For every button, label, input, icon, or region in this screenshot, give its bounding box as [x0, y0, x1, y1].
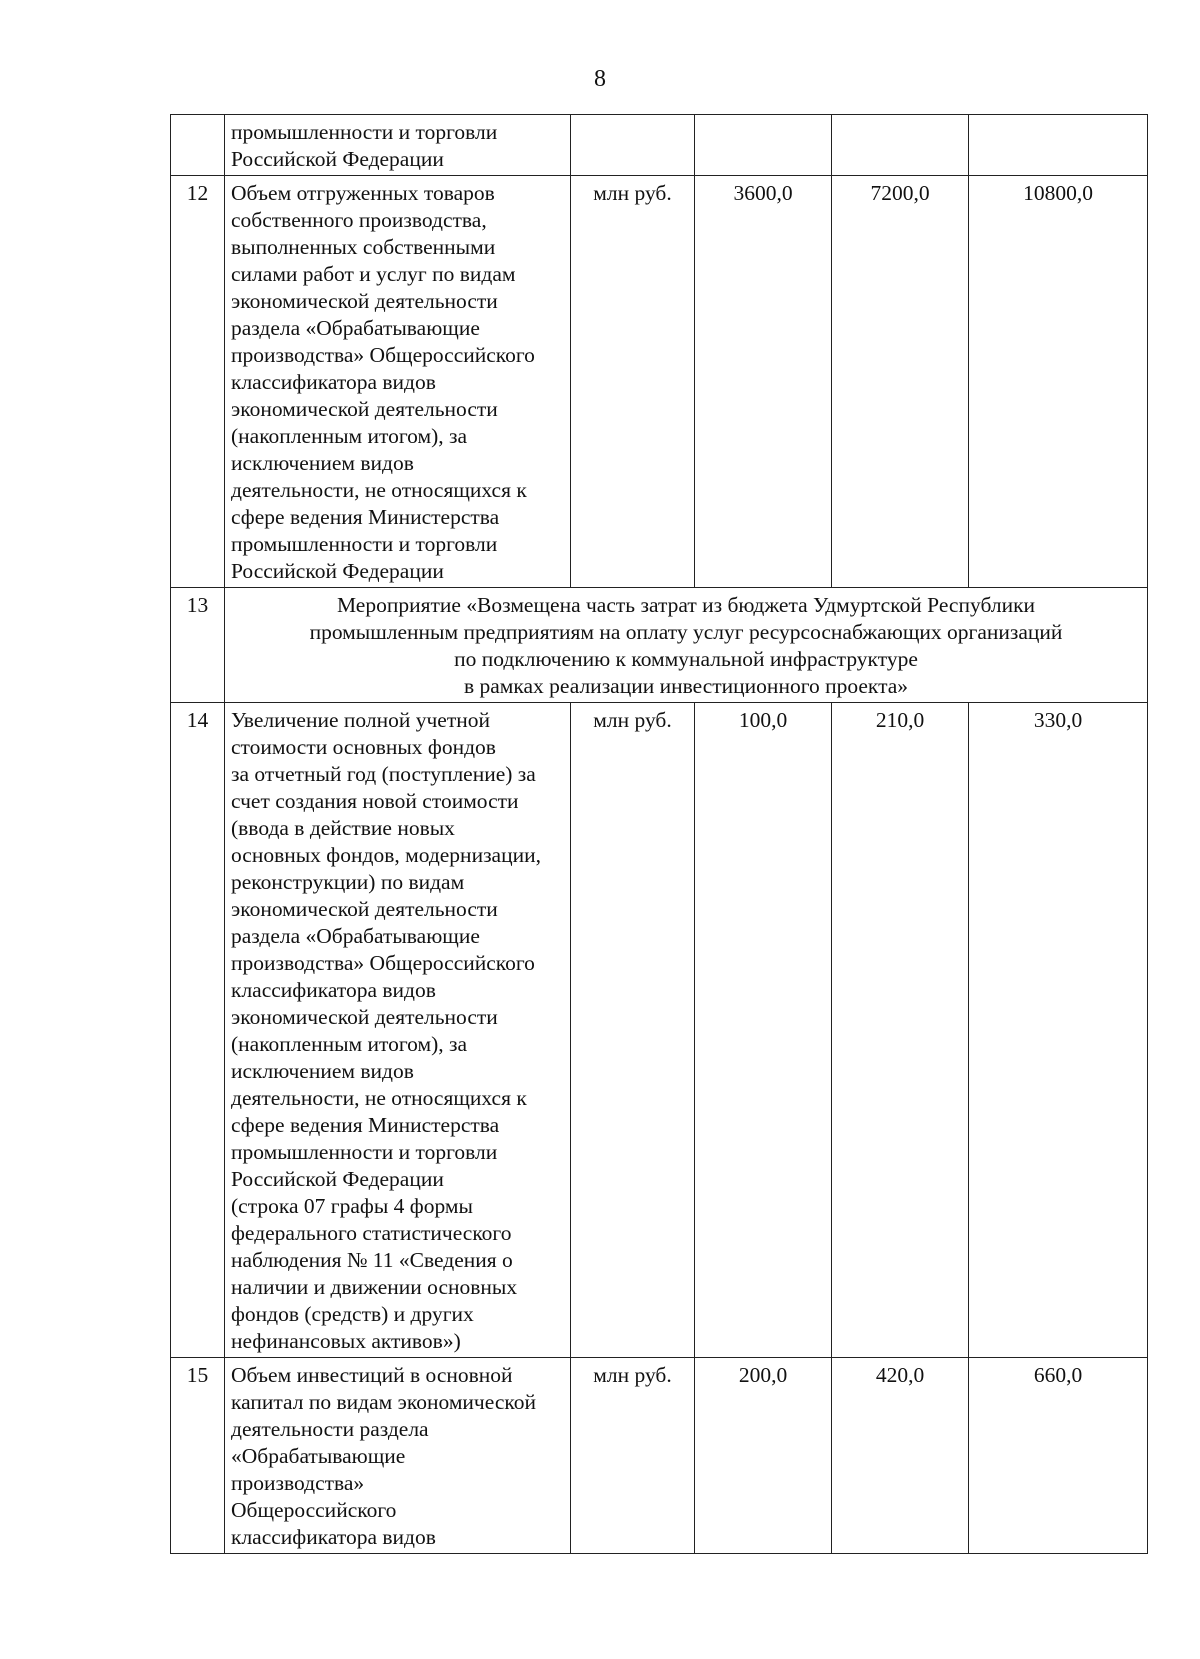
indicator-name-cell: [225, 176, 571, 588]
indicator-name-line: «Обрабатывающие: [231, 1444, 406, 1468]
indicator-name-line: стоимости основных фондов: [231, 735, 496, 759]
indicator-name-line: промышленности и торговли: [231, 120, 498, 144]
indicator-name-line: выполненных собственными: [231, 235, 496, 259]
activity-heading-line: в рамках реализации инвестиционного проекта»: [463, 674, 909, 698]
value-cell-2: 420,0: [832, 1358, 969, 1554]
indicator-name-line: классификатора видов: [231, 1525, 436, 1549]
page-number: 8: [594, 66, 606, 92]
indicator-name-line: экономической деятельности: [231, 397, 498, 421]
indicator-name-cell: [225, 115, 571, 176]
value-cell-1: 200,0: [695, 1358, 832, 1554]
indicator-name-line: Российской Федерации: [231, 559, 444, 583]
row-number-cell: [171, 115, 225, 176]
table-row: [171, 1358, 1148, 1554]
indicators-table: [170, 114, 1148, 1554]
indicator-name-line: экономической деятельности: [231, 1005, 498, 1029]
indicator-name-line: основных фондов, модернизации,: [231, 843, 541, 867]
indicator-name-line: собственного производства,: [231, 208, 487, 232]
value-cell-2: 210,0: [832, 703, 969, 1358]
row-number-cell: 14: [171, 703, 225, 1358]
activity-heading-line: по подключению к коммунальной инфраструктуре: [454, 647, 918, 671]
indicator-name-line: наличии и движении основных: [231, 1275, 518, 1299]
indicator-name-line: (накопленным итогом), за: [231, 1032, 468, 1056]
indicator-name-line: производства» Общероссийского: [231, 343, 535, 367]
activity-heading-line: Мероприятие «Возмещена часть затрат из бюджета Удмуртской Республики: [336, 593, 1036, 617]
indicator-name-line: сфере ведения Министерства: [231, 505, 500, 529]
indicator-name-line: экономической деятельности: [231, 289, 498, 313]
unit-cell: млн руб.: [571, 176, 695, 588]
activity-heading-cell: [225, 588, 1148, 703]
indicator-name-line: промышленности и торговли: [231, 1140, 498, 1164]
indicator-name-line: Общероссийского: [231, 1498, 397, 1522]
indicator-name-line: нефинансовых активов»): [231, 1329, 461, 1353]
indicator-name-line: исключением видов: [231, 1059, 414, 1083]
value-cell-2: 7200,0: [832, 176, 969, 588]
indicator-name-line: за отчетный год (поступление) за: [231, 762, 536, 786]
table-row: [171, 588, 1148, 703]
indicator-name-line: деятельности, не относящихся к: [231, 1086, 527, 1110]
value-cell-1: 100,0: [695, 703, 832, 1358]
indicator-name-line: сфере ведения Министерства: [231, 1113, 500, 1137]
indicator-name-line: силами работ и услуг по видам: [231, 262, 516, 286]
row-number-cell: 12: [171, 176, 225, 588]
indicator-name-cell: [225, 703, 571, 1358]
indicator-name-line: счет создания новой стоимости: [231, 789, 519, 813]
indicator-name-line: Российской Федерации: [231, 1167, 444, 1191]
activity-heading-line: промышленным предприятиям на оплату услуг ресурсоснабжающих организаций: [309, 620, 1063, 644]
row-number-cell: 15: [171, 1358, 225, 1554]
value-cell-1: 3600,0: [695, 176, 832, 588]
indicator-name-line: производства»: [231, 1471, 365, 1495]
value-cell-3: [969, 115, 1148, 176]
indicator-name-line: Объем инвестиций в основной: [231, 1363, 513, 1387]
value-cell-3: 660,0: [969, 1358, 1148, 1554]
indicator-name-line: фондов (средств) и других: [231, 1302, 474, 1326]
indicator-name-line: производства» Общероссийского: [231, 951, 535, 975]
indicator-name-line: (накопленным итогом), за: [231, 424, 468, 448]
indicator-name-line: раздела «Обрабатывающие: [231, 316, 480, 340]
indicator-name-line: федерального статистического: [231, 1221, 512, 1245]
indicator-name-line: деятельности раздела: [231, 1417, 429, 1441]
indicator-name-line: Российской Федерации: [231, 147, 444, 171]
indicator-name-line: экономической деятельности: [231, 897, 498, 921]
row-number-cell: 13: [171, 588, 225, 703]
indicator-name-line: исключением видов: [231, 451, 414, 475]
value-cell-3: 330,0: [969, 703, 1148, 1358]
indicator-name-line: Объем отгруженных товаров: [231, 181, 495, 205]
indicator-name-line: классификатора видов: [231, 978, 436, 1002]
indicator-name-cell: [225, 1358, 571, 1554]
indicator-name-line: капитал по видам экономической: [231, 1390, 536, 1414]
value-cell-3: 10800,0: [969, 176, 1148, 588]
table-row: [171, 176, 1148, 588]
indicator-name-line: Увеличение полной учетной: [231, 708, 490, 732]
value-cell-1: [695, 115, 832, 176]
indicator-name-line: промышленности и торговли: [231, 532, 498, 556]
table-row: [171, 115, 1148, 176]
indicator-name-line: наблюдения № 11 «Сведения о: [231, 1248, 513, 1272]
table-row: [171, 703, 1148, 1358]
indicator-name-line: (строка 07 графы 4 формы: [231, 1194, 473, 1218]
indicator-name-line: деятельности, не относящихся к: [231, 478, 527, 502]
value-cell-2: [832, 115, 969, 176]
unit-cell: [571, 115, 695, 176]
indicator-name-line: реконструкции) по видам: [231, 870, 465, 894]
unit-cell: млн руб.: [571, 703, 695, 1358]
unit-cell: млн руб.: [571, 1358, 695, 1554]
indicator-name-line: раздела «Обрабатывающие: [231, 924, 480, 948]
indicator-name-line: (ввода в действие новых: [231, 816, 455, 840]
indicator-name-line: классификатора видов: [231, 370, 436, 394]
